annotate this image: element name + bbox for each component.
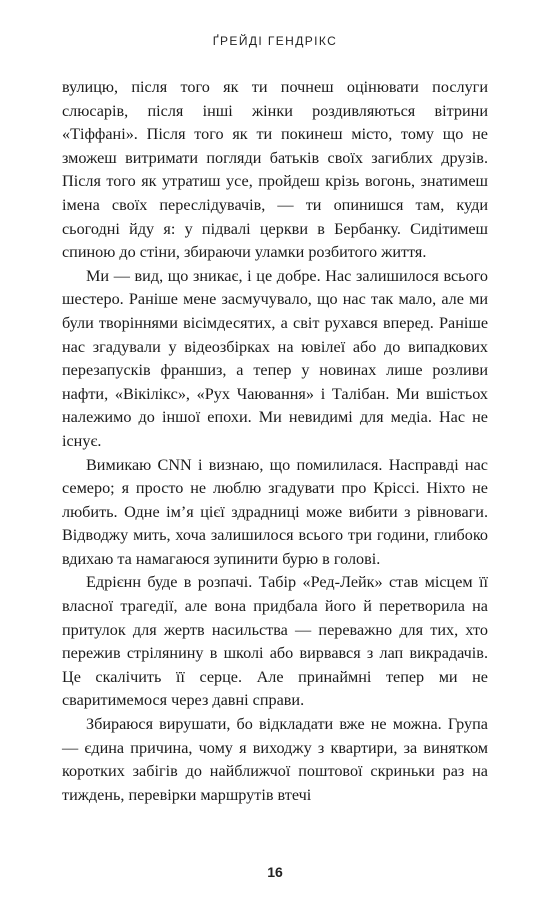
paragraph-3: Вимикаю CNN і визнаю, що помилилася. Насправді нас семеро; я просто не люблю згадувати про Кріссі. Ніхто не любить. Одне ім’я цієї здрадниці може вибити з рівноваги. Відводжу мить, хоча залишилося всього три години, глибоко вдихаю та намагаюся зупинити бурю в голові. [62, 455, 488, 568]
running-head-author: ҐРЕЙДІ ГЕНДРІКС [212, 34, 338, 48]
paragraph-5: Збираюся вирушати, бо відкладати вже не можна. Група — єдина причина, чому я виходжу з квартири, за винятком коротких забігів до найближчої поштової скриньки раз на тиждень, перевірки маршрутів втечі [62, 715, 488, 804]
paragraph-4: Едрієнн буде в розпачі. Табір «Ред-Лейк» став місцем її власної трагедії, але вона придбала його й перетворила на притулок для жертв насильства — переважно для тих, хто пережив стрілянину в школі або вирвався з лап викрадачів. Це скалічить її серце. Але принаймні тепер ми не сваритимемося через давні справи. [62, 573, 488, 710]
paragraph-1: вулицю, після того як ти почнеш оцінювати послуги слюсарів, після інші жінки роздивляються вітрини «Тіффані». Після того як ти покинеш місто, тому що не зможеш витримати погляди батьків своїх загиблих друзів. Після того як утратиш усе, пройдеш крізь вогонь, знатимеш імена своїх переслідувачів, — ти опинишся там, куди сьогодні йду я: у підвалі церкви в Бербанку. Сидітимеш спиною до стіни, збираючи уламки розбитого життя. [62, 78, 488, 262]
paragraph-2: Ми — вид, що зникає, і це добре. Нас залишилося всього шестеро. Раніше мене засмучувало, що нас так мало, але ми були творіннями вісімдесятих, а світ рухався вперед. Раніше нас згадували у відеозбірках на ювілеї або до випадкових перезапусків франшиз, а тепер у новинах лише розливи нафти, «Вікілікс», «Рух Чаювання» і Талібан. Ми вшістьох належимо до іншої епохи. Ми невидимі для медіа. Нас не існує. [62, 266, 488, 450]
body-text [62, 76, 488, 807]
page-number: 16 [267, 864, 283, 880]
